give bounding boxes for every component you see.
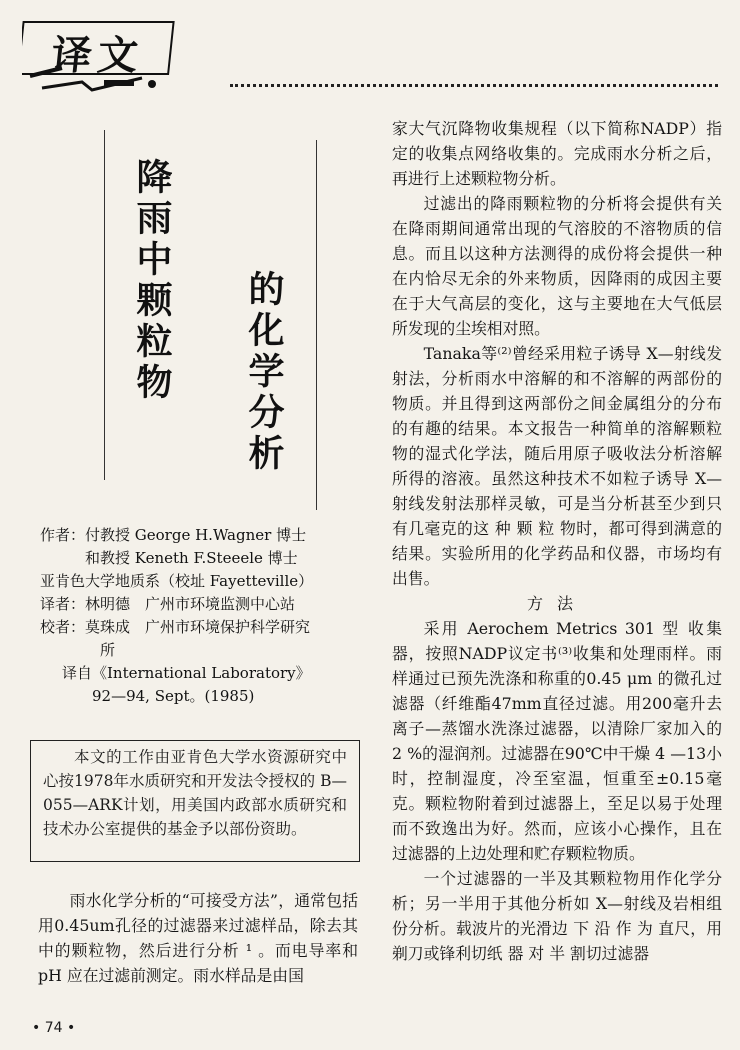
right-paragraph-2: 过滤出的降雨颗粒物的分析将会提供有关在降雨期间通常出现的气溶胶的不溶物质的信息。而且以这种方法测得的成份将会提供一种在内恰尽无余的外来物质，因降雨的成因主要在于大气高层的变化，这与主要地在大气低层所发现的尘埃相对照。 [392,194,722,338]
left-paragraph-1: 雨水化学分析的“可接受方法”，通常包括用0.45um孔径的过滤器来过滤样品，除去其中的颗粒物，然后进行分析 ¹ 。而电导率和pH 应在过滤前测定。雨水样品是由国 [38,891,358,985]
author-info [40,524,365,708]
source: 译自《International Laboratory》 [62,664,311,682]
right-paragraph-1: 家大气沉降物收集规程（以下简称NADP）指定的收集点网络收集的。完成雨水分析之后，再进行上述颗粒物分析。 [392,119,722,188]
author-1: 付教授 George H.Wagner 博士 [85,526,307,544]
right-column [392,116,722,966]
translator-label: 译者： [40,595,86,613]
logo [22,18,227,98]
reviewer-label: 校者： [40,618,86,636]
title-line-1: 降雨中颗粒物 [131,158,173,404]
translator-line [40,593,365,616]
affiliation: 亚肯色大学地质系（校址 Fayetteville） [40,572,314,590]
reviewer-cont: 所 [100,641,116,659]
author-label: 作者： [40,526,86,544]
right-paragraph-3: Tanaka等⁽²⁾曾经采用粒子诱导 X—射线发射法，分析雨水中溶解的和不溶解的两部份的物质。并且得到这两部份之间金属组分的分布的有趣的结果。本文报告一种简单的溶解颗粒物的湿式化学法，随后用原子吸收法分析溶解所得的溶液。虽然这种技术不如粒子诱导 X—射线发射法那样灵敏，可是当分析甚至少到只有几毫克的这 种 颗 粒 物时，都可得到满意的结果。实验所用的化学药品和仪器，市场均有出售。 [392,344,722,588]
translator: 林明德 广州市环境监测中心站 [85,595,296,613]
funding-note: 本文的工作由亚肯色大学水资源研究中心按1978年水质研究和开发法令授权的 B—055—ARK计划，用美国内政部水质研究和技术办公室提供的基金予以部份资助。 [30,740,360,862]
reviewer: 莫珠成 广州市环境保护科学研究 [85,618,311,636]
header-dotted-rule [230,84,718,87]
right-paragraph-5: 一个过滤器的一半及其颗粒物用作化学分析；另一半用于其他分析如 X—射线及岩相组份分析。载波片的光滑边 下 沿 作 为 直尺，用剃刀或锋利切纸 器 对 半 割切过滤器 [392,869,722,963]
section-heading-methods: 方法 [526,594,587,613]
author-line-1 [40,524,365,547]
title-line-2: 的化学分析 [243,270,285,475]
title-right-rule [316,140,317,510]
left-column [38,888,358,988]
source-detail: 92—94, Sept。(1985) [92,687,255,705]
reviewer-line [40,616,365,639]
title-left-rule [104,130,105,480]
logo-text: 译文 [49,33,147,79]
title-box [96,120,316,510]
right-paragraph-4: 采用 Aerochem Metrics 301 型 收集器，按照NADP议定书⁽³⁾收集和处理雨样。雨样通过已预先洗涤和称重的0.45 μm 的微孔过滤器（纤维酯47mm直径过滤。用200毫升去离子—蒸馏水洗涤过滤器，以清除厂家加入的 2 %的湿润剂。过滤器在90℃中干燥 4 —13小时，控制湿度，冷至室温，恒重至±0.15毫克。颗粒物附着到过滤器上，至足以易于处理而不致逸出为好。然而，应该小心操作，且在过滤器的上边处理和贮存颗粒物质。 [392,619,722,863]
page-number: • 74 • [32,1020,76,1036]
author-2: 和教授 Keneth F.Steeele 博士 [85,549,298,567]
